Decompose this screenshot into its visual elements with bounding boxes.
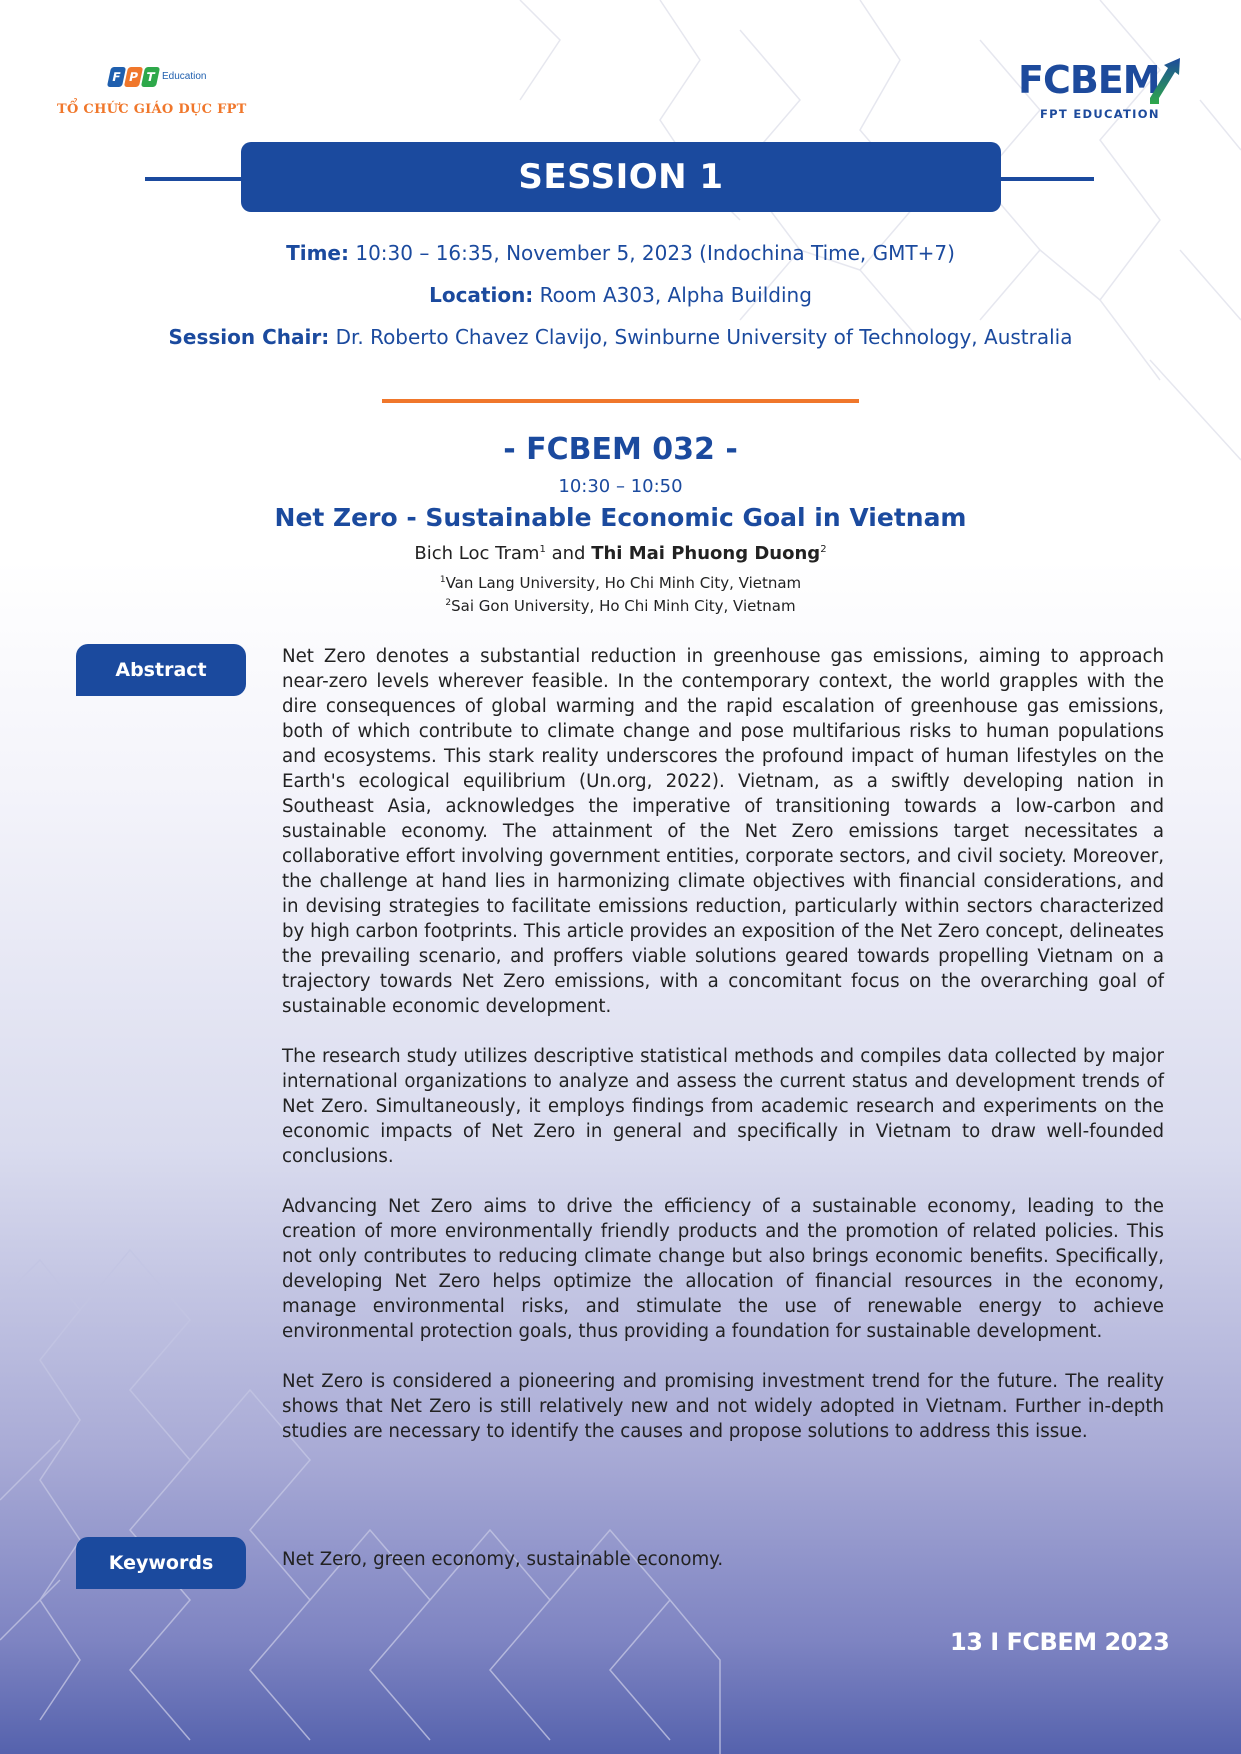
paper-id: - FCBEM 032 - bbox=[503, 432, 738, 467]
fpt-tiles-icon bbox=[109, 67, 158, 87]
abstract-label-box bbox=[76, 644, 246, 696]
fpt-tile-t: T bbox=[141, 67, 160, 87]
abstract-paragraph: Net Zero denotes a substantial reduction in greenhouse gas emissions, aiming to approach near-zero levels wherever feasible. In the contemporary context, the world grapples with the dire consequences of global warming and the rapid escalation of greenhouse gas emissions, both of which contribute to climate change and pose multifarious risks to human populations and ecosystems. This stark reality underscores the profound impact of human lifestyles on the Earth's ecological equilibrium (Un.org, 2022). Vietnam, as a swiftly developing nation in Southeast Asia, acknowledges the imperative of transitioning towards a low-carbon and sustainable economy. The attainment of the Net Zero emissions target necessitates a collaborative effort involving government entities, corporate sectors, and civil society. Moreover, the challenge at hand lies in harmonizing climate objectives with financial considerations, and in devising strategies to facilitate emissions reduction, particularly within sectors characterized by high carbon footprints. This article provides an exposition of the Net Zero concept, delineates the prevailing scenario, and proffers viable solutions geared towards propelling Vietnam on a trajectory towards Net Zero emissions, with a concomitant focus on the overarching goal of sustainable economic development. bbox=[282, 646, 1164, 1017]
session-location-value: Room A303, Alpha Building bbox=[539, 283, 812, 307]
author-name: Bich Loc Tram bbox=[414, 543, 540, 564]
session-location bbox=[0, 283, 1241, 307]
fcbem-wordmark: FCBEM bbox=[1018, 58, 1160, 102]
session-chair-label: Session Chair: bbox=[168, 325, 330, 349]
fpt-tile-f: F bbox=[107, 67, 126, 87]
abstract-label: Abstract bbox=[115, 659, 207, 681]
affiliation-sup: 1 bbox=[439, 575, 446, 585]
author-joiner: and bbox=[551, 543, 586, 564]
session-title: SESSION 1 bbox=[518, 157, 724, 197]
session-title-banner bbox=[241, 142, 1001, 212]
affiliation-text: Sai Gon University, Ho Chi Minh City, Vietnam bbox=[451, 597, 796, 615]
paper-authors bbox=[0, 543, 1241, 564]
affiliation-sup: 2 bbox=[445, 598, 452, 608]
session-location-label: Location: bbox=[429, 283, 534, 307]
fpt-org-name: TỔ CHỨC GIÁO DỤC FPT bbox=[57, 102, 247, 117]
keywords-label: Keywords bbox=[108, 1552, 214, 1574]
abstract-paragraph: The research study utilizes descriptive statistical methods and compiles data collected by major international organizations to analyze and assess the current status and development trends of Net Zero. Simultaneously, it employs findings from academic research and experiments on the economic impacts of Net Zero in general and specifically in Vietnam to draw well-founded conclusions. bbox=[282, 1046, 1164, 1167]
section-divider bbox=[382, 399, 859, 403]
fpt-tile-p: P bbox=[124, 67, 143, 87]
session-rule-left bbox=[145, 177, 245, 181]
author-name-presenter: Thi Mai Phuong Duong bbox=[591, 543, 821, 564]
growth-arrow-icon bbox=[1146, 54, 1186, 106]
fpt-education-logo bbox=[55, 62, 265, 122]
session-chair bbox=[0, 325, 1241, 349]
session-time bbox=[0, 241, 1241, 265]
fcbem-sub-label: FPT EDUCATION bbox=[1040, 107, 1160, 121]
keywords-text: Net Zero, green economy, sustainable economy. bbox=[282, 1549, 724, 1570]
affiliation bbox=[0, 574, 1241, 592]
affiliation bbox=[0, 597, 1241, 615]
page-footer: 13 I FCBEM 2023 bbox=[950, 1628, 1170, 1656]
keywords-label-box bbox=[76, 1537, 246, 1589]
author-sup: 1 bbox=[539, 544, 546, 555]
paper-title: Net Zero - Sustainable Economic Goal in Vietnam bbox=[274, 503, 967, 532]
abstract-paragraph: Advancing Net Zero aims to drive the efficiency of a sustainable economy, leading to the creation of more environmentally friendly products and the promotion of related policies. This not only contributes to reducing climate change but also brings economic benefits. Specifically, developing Net Zero helps optimize the allocation of financial resources in the economy, manage environmental risks, and stimulate the use of renewable energy to achieve environmental protection goals, thus providing a foundation for sustainable development. bbox=[282, 1196, 1164, 1342]
session-rule-right bbox=[996, 177, 1094, 181]
abstract-body bbox=[282, 644, 1164, 1469]
abstract-paragraph: Net Zero is considered a pioneering and promising investment trend for the future. The reality shows that Net Zero is still relatively new and not widely adopted in Vietnam. Further in-depth studies are necessary to identify the causes and propose solutions to address this issue. bbox=[282, 1371, 1164, 1442]
fcbem-logo bbox=[1018, 58, 1188, 128]
session-chair-value: Dr. Roberto Chavez Clavijo, Swinburne University of Technology, Australia bbox=[335, 325, 1073, 349]
session-time-value: 10:30 – 16:35, November 5, 2023 (Indochina Time, GMT+7) bbox=[355, 241, 955, 265]
fpt-education-label: Education bbox=[162, 71, 207, 82]
paper-time: 10:30 – 10:50 bbox=[558, 476, 683, 497]
affiliation-text: Van Lang University, Ho Chi Minh City, Vietnam bbox=[445, 574, 802, 592]
author-sup: 2 bbox=[820, 544, 827, 555]
session-time-label: Time: bbox=[286, 241, 349, 265]
